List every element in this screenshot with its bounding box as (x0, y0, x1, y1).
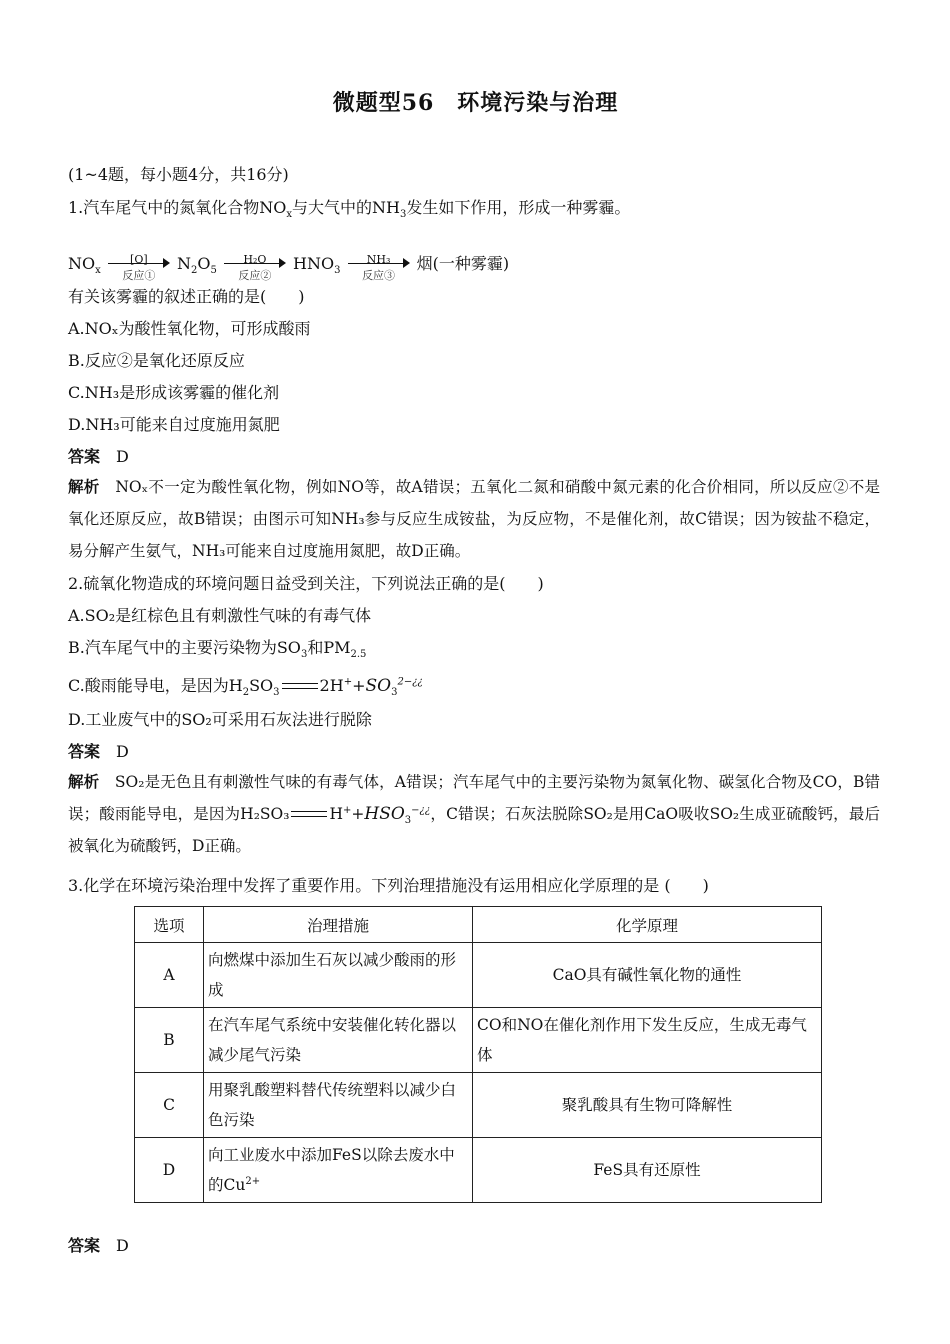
q2-option-b: B.汽车尾气中的主要污染物为$SO_3$和$PM_{2.5}$ (68, 638, 367, 661)
table-header: 化学原理 (473, 907, 822, 943)
q1-reaction-chain: $NO_x$ [O] 反应① $N_2O_5$ H₂O 反应② $HNO_3$ NH₃ 反应③ 烟(一种雾霾) (68, 253, 510, 282)
page-title: 微题型56 环境污染与治理 (332, 90, 619, 116)
intro: (1~4题，每小题4分，共16分) (68, 165, 289, 184)
table-row (135, 1138, 822, 1203)
q3-answer: 答案 D (68, 1236, 129, 1255)
table-cell: C (135, 1073, 204, 1138)
q1-question: 有关该雾霾的叙述正确的是( ) (68, 287, 305, 306)
table-row (135, 1008, 822, 1073)
table-cell: A (135, 943, 204, 1008)
table-cell: FeS具有还原性 (473, 1138, 822, 1203)
equilibrium-arrow (291, 808, 327, 822)
table-cell: 聚乳酸具有生物可降解性 (473, 1073, 822, 1138)
q1-option-a: A.NOₓ为酸性氧化物，可形成酸雨 (68, 319, 311, 338)
table-cell: 用聚乳酸塑料替代传统塑料以减少白色污染 (204, 1073, 473, 1138)
q3-stem: 3.化学在环境污染治理中发挥了重要作用。下列治理措施没有运用相应化学原理的是 ( ) (68, 876, 709, 895)
equilibrium-arrow (282, 680, 318, 694)
table-row (135, 1073, 822, 1138)
q2-stem: 2.硫氧化物造成的环境问题日益受到关注，下列说法正确的是( ) (68, 574, 544, 593)
q1-analysis: 解析 NOₓ不一定为酸性氧化物，例如NO等，故A错误；五氧化二氮和硝酸中氮元素的化合价相同，所以反应②不是氧化还原反应，故B错误；由图示可知NH₃参与反应生成铵盐，为反应物，不是催化剂，故C错误；因为铵盐不稳定，易分解产生氨气，NH₃可能来自过度施用氮肥，故D正确。 (68, 477, 880, 560)
q1-stem: 1.汽车尾气中的氮氧化合物$NO_x$与大气中的$NH_3$发生如下作用，形成一种雾霾。 (68, 198, 631, 221)
q1-option-c: C.NH₃是形成该雾霾的催化剂 (68, 383, 280, 402)
table-cell: 在汽车尾气系统中安装催化转化器以减少尾气污染 (204, 1008, 473, 1073)
q2-option-a: A.SO₂是红棕色且有刺激性气味的有毒气体 (68, 606, 372, 625)
reaction-arrow-3: NH₃ 反应③ (348, 252, 410, 276)
table-cell: CaO具有碱性氧化物的通性 (473, 943, 822, 1008)
q1-option-d: D.NH₃可能来自过度施用氮肥 (68, 415, 280, 434)
reaction-arrow-1: [O] 反应① (108, 252, 170, 276)
table-cell: 向工业废水中添加FeS以除去废水中的$Cu^{2+}$ (204, 1138, 473, 1203)
q2-option-c: C.酸雨能导电，是因为$H_2SO_3$ $2H^++SO_3^{2-¿¿}$ (68, 676, 423, 699)
q2-analysis: 解析 SO₂是无色且有刺激性气味的有毒气体，A错误；汽车尾气中的主要污染物为氮氧化物、碳氢化合物及CO，B错误；酸雨能导电，是因为H₂SO₃ $H^++HSO_3^{-¿¿}$，C错误；石灰法脱除SO₂是用CaO吸收SO₂生成亚硫酸钙，最后被氧化为硫酸钙，D正确。 (68, 772, 880, 855)
q2-option-d: D.工业废气中的SO₂可采用石灰法进行脱除 (68, 710, 372, 729)
table-cell: D (135, 1138, 204, 1203)
q2-answer: 答案 D (68, 742, 129, 761)
table-cell: 向燃煤中添加生石灰以减少酸雨的形成 (204, 943, 473, 1008)
reaction-arrow-2: H₂O 反应② (224, 252, 286, 276)
table-cell: CO和NO在催化剂作用下发生反应，生成无毒气体 (473, 1008, 822, 1073)
table-cell: B (135, 1008, 204, 1073)
q1-option-b: B.反应②是氧化还原反应 (68, 351, 245, 370)
table-header: 治理措施 (204, 907, 473, 943)
table-row (135, 943, 822, 1008)
table-header-row (135, 907, 822, 943)
q3-table (134, 906, 822, 1203)
table-header: 选项 (135, 907, 204, 943)
q1-answer: 答案 D (68, 447, 129, 466)
